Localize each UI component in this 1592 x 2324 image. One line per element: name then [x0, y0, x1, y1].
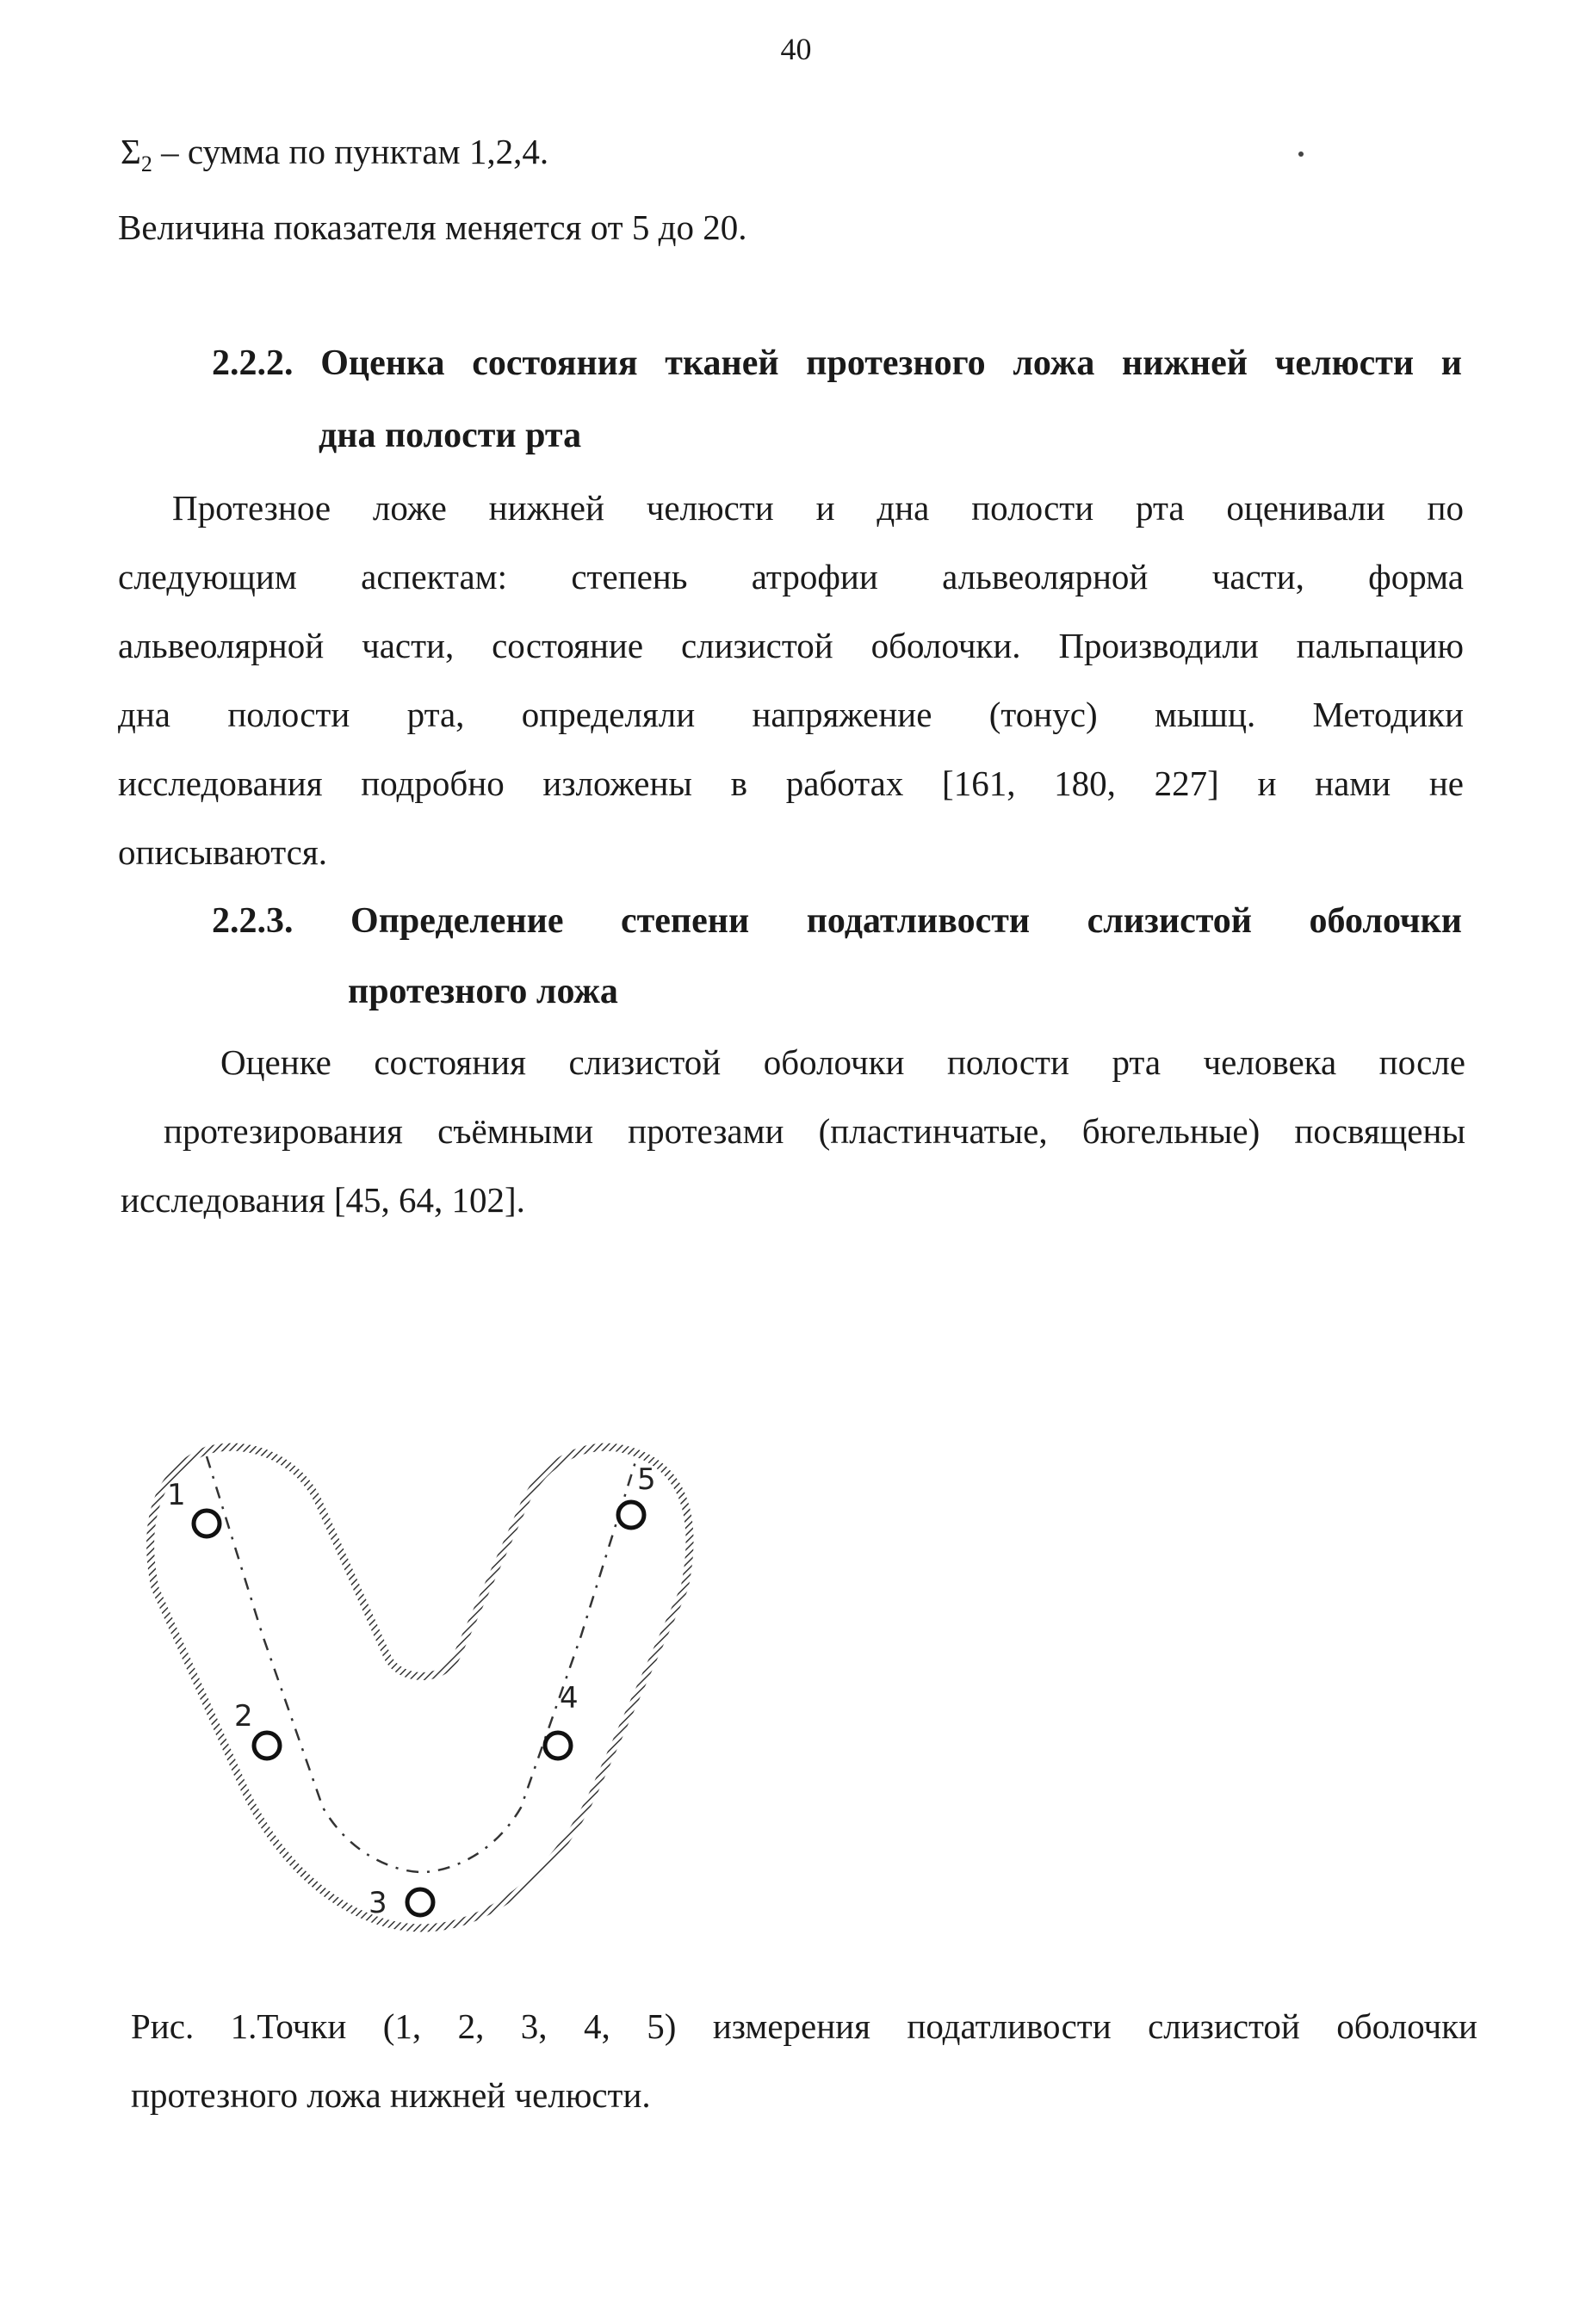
- point-2-label: 2: [234, 1699, 253, 1734]
- point-3-label: 3: [369, 1886, 387, 1920]
- paragraph-2-2-3-line-2: протезирования съёмными протезами (пластинчатые, бюгельные) посвящены: [164, 1111, 1465, 1151]
- stray-dot-mark: [1298, 151, 1304, 157]
- page-number: 40: [780, 32, 812, 66]
- section-2-2-3-heading-line1: [212, 900, 1462, 942]
- paragraph-2-2-2-line-2: следующим аспектам: степень атрофии альвеолярной части, форма: [118, 557, 1464, 596]
- measurement-point-4: [545, 1681, 579, 1758]
- paragraph-2-2-3-line-1: Оценке состояния слизистой оболочки полости рта человека после: [220, 1042, 1465, 1082]
- paragraph-2-2-2-line-5: исследования подробно изложены в работах [161, 180, 227] и нами не: [118, 763, 1464, 803]
- paragraph-2-2-2-line-6: описываются.: [118, 832, 327, 872]
- point-5-label: 5: [637, 1462, 656, 1497]
- paragraph-2-2-3-line-3: исследования [45, 64, 102].: [121, 1180, 525, 1220]
- figure-caption-line-1: Рис. 1.Точки (1, 2, 3, 4, 5) измерения податливости слизистой оболочки: [131, 2006, 1477, 2046]
- point-4-label: 4: [560, 1681, 579, 1715]
- section-2-2-2-heading-line1: [212, 343, 1462, 384]
- paragraph-2-2-2-line-3: альвеолярной части, состояние слизистой оболочки. Производили пальпацию: [118, 626, 1464, 665]
- section-2-2-3-heading-text1: 2.2.3. Определение степени податливости слизистой оболочки: [212, 901, 1462, 941]
- figure-caption-line-2: протезного ложа нижней челюсти.: [131, 2075, 651, 2115]
- jaw-outline-diagram: [138, 1403, 723, 1954]
- lower-jaw-figure: [138, 1403, 723, 1958]
- measurement-point-5: [618, 1462, 656, 1528]
- paragraph-2-2-2-line-1: Протезное ложе нижней челюсти и дна полости рта оценивали по: [172, 488, 1464, 528]
- range-line: Величина показателя меняется от 5 до 20.: [118, 207, 747, 247]
- measurement-point-1: [167, 1478, 220, 1536]
- section-2-2-2-heading-text1: 2.2.2. Оценка состояния тканей протезного ложа нижней челюсти и: [212, 343, 1462, 383]
- sum-symbol: Σ: [121, 132, 141, 171]
- jaw-midline-dashed: [207, 1456, 637, 1872]
- section-2-2-2-heading-line2: дна полости рта: [319, 416, 582, 455]
- measurement-point-2: [234, 1699, 280, 1758]
- sum-definition-line: [121, 131, 548, 177]
- measurement-point-3: [369, 1886, 433, 1920]
- jaw-outer-contour: [151, 1447, 690, 1928]
- sum-subscript: 2: [140, 151, 152, 177]
- point-1-label: 1: [167, 1478, 186, 1512]
- paragraph-2-2-2-line-4: дна полости рта, определяли напряжение (тонус) мышц. Методики: [118, 695, 1464, 734]
- section-2-2-3-heading-line2: протезного ложа: [348, 972, 618, 1011]
- sum-text: – сумма по пунктам 1,2,4.: [152, 132, 549, 171]
